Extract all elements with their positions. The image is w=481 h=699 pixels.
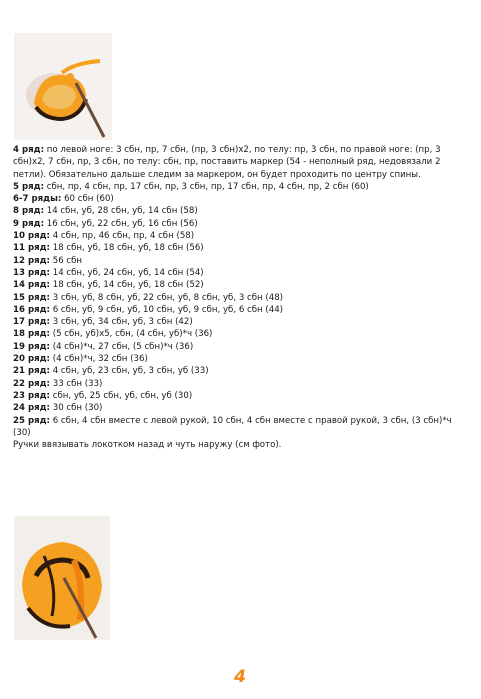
row-line: 11 ряд: 18 сбн, уб, 18 сбн, уб, 18 сбн (56) (13, 243, 204, 254)
row-line: 20 ряд: (4 сбн)*ч, 32 сбн (36) (13, 354, 148, 365)
row-line: 16 ряд: 6 сбн, уб, 9 сбн, уб, 10 сбн, уб, 9 сбн, уб, 6 сбн (44) (13, 304, 284, 315)
row-line: 18 ряд: (5 сбн, уб)х5, сбн, (4 сбн, уб)*ч (36) (13, 329, 213, 340)
row-line: 22 ряд: 33 сбн (33) (13, 378, 103, 389)
row-line: 14 ряд: 18 сбн, уб, 14 сбн, уб, 18 сбн (52) (13, 280, 204, 291)
row-line: 17 ряд: 3 сбн, уб, 34 сбн, уб, 3 сбн (42) (13, 317, 193, 328)
row-line: 15 ряд: 3 сбн, уб, 8 сбн, уб, 22 сбн, уб, 8 сбн, уб, 3 сбн (48) (13, 292, 284, 303)
row-line: 23 ряд: сбн, уб, 25 сбн, уб, сбн, уб (30) (13, 390, 193, 401)
pattern-text (13, 144, 468, 451)
page-number: 4 (234, 667, 246, 687)
note-line: Ручки ввязывать локотком назад и чуть наружу (см фото). (13, 440, 282, 451)
row-line: 21 ряд: 4 сбн, уб, 23 сбн, уб, 3 сбн, уб (33) (13, 366, 209, 377)
row-line: 25 ряд: 6 сбн, 4 сбн вместе с левой рукой, 10 сбн, 4 сбн вместе с правой рукой, 3 сбн, (3 сбн)*ч (30) (13, 415, 452, 438)
row-line: 5 ряд: сбн, пр, 4 сбн, пр, 17 сбн, пр, 3 сбн, пр, 17 сбн, пр, 4 сбн, пр, 2 сбн (60) (13, 181, 369, 192)
row-line: 24 ряд: 30 сбн (30) (13, 403, 103, 414)
row-line: 12 ряд: 56 сбн (13, 255, 83, 266)
row-line: 10 ряд: 4 сбн, пр, 46 сбн, пр, 4 сбн (58) (13, 231, 195, 242)
row-line: 4 ряд: по левой ноге: 3 сбн, пр, 7 сбн, (пр, 3 сбн)х2, по телу: пр, 3 сбн, по правой ноге: (пр, 3 сбн)х2, 7 сбн, пр, 3 сбн, по телу: сбн, пр, поставить маркер (54 - неполный ряд, недовязали 2 петли). Обязательно дальше следим за маркером, он будет проходить по центру спины. (13, 145, 441, 180)
row-line: 6-7 ряды: 60 сбн (60) (13, 194, 114, 205)
row-line: 19 ряд: (4 сбн)*ч, 27 сбн, (5 сбн)*ч (36) (13, 341, 194, 352)
row-line: 8 ряд: 14 сбн, уб, 28 сбн, уб, 14 сбн (58) (13, 206, 198, 217)
crochet-photo-bottom (14, 516, 110, 640)
crochet-photo-top (14, 33, 112, 140)
row-line: 13 ряд: 14 сбн, уб, 24 сбн, уб, 14 сбн (54) (13, 267, 204, 278)
row-line: 9 ряд: 16 сбн, уб, 22 сбн, уб, 16 сбн (56) (13, 218, 198, 229)
